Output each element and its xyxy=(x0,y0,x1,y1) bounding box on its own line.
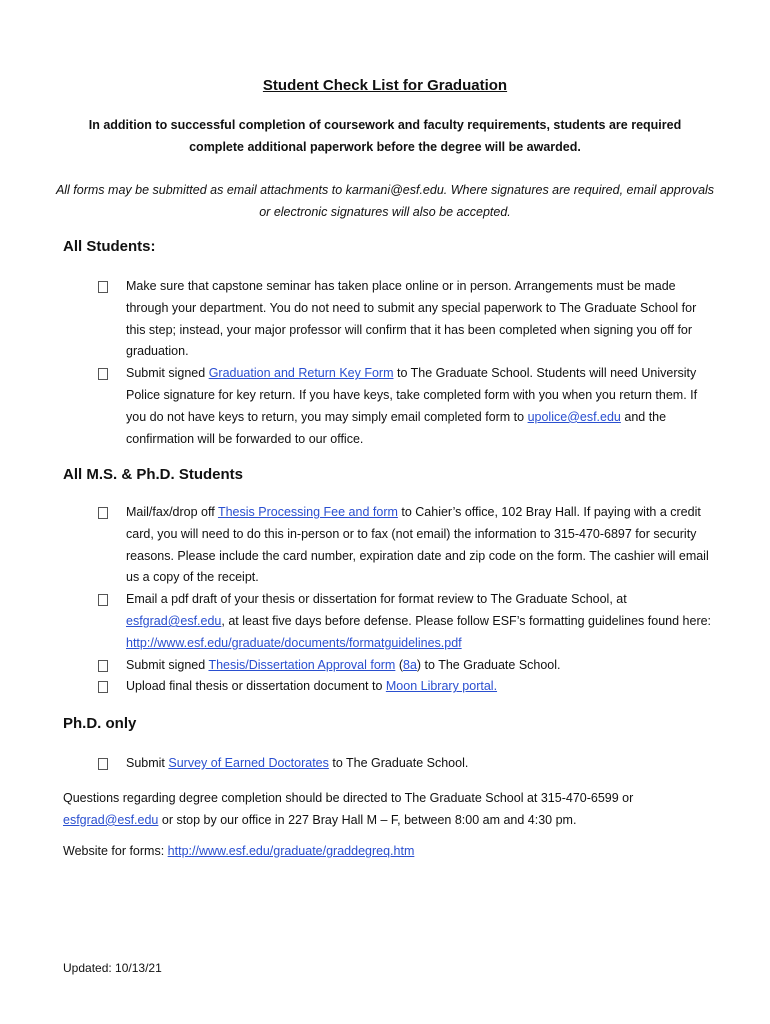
item-text xyxy=(126,589,715,654)
submission-note: All forms may be submitted as email attachments to karmani@esf.edu. Where signatures are required, email approvals or electronic signatures will also be accepted. xyxy=(55,183,715,219)
text-fragment: ( xyxy=(395,657,403,672)
item-text xyxy=(126,753,715,775)
text-fragment: Submit signed xyxy=(126,657,209,672)
checklist-item xyxy=(95,676,715,698)
text-fragment: , at least five days before defense. Please follow ESF’s formatting guidelines found here: xyxy=(221,613,712,628)
checkbox[interactable] xyxy=(98,758,108,770)
ms-phd-checklist xyxy=(95,502,715,698)
text-fragment: Website for forms: xyxy=(63,844,168,858)
heading-ms-phd: All M.S. & Ph.D. Students xyxy=(63,466,244,483)
intro-paragraph: In addition to successful completion of coursework and faculty requirements, students are required complete additional paperwork before the degree will be awarded. xyxy=(88,118,682,154)
text-fragment: to Cahier’s office, 102 Bray Hall. If paying with a credit card, you will need to do this in-person or to fax (not email) the information to 315-470-6897 for security reasons. Please include the card number, expiration date and zip code on the form. The cashier will email us a copy of the receipt. xyxy=(126,505,709,585)
format-guidelines-link[interactable]: http://www.esf.edu/graduate/documents/formatguidelines.pdf xyxy=(126,635,462,650)
survey-earned-doctorates-link[interactable]: Survey of Earned Doctorates xyxy=(168,756,329,770)
checkbox[interactable] xyxy=(98,594,108,606)
checklist-item xyxy=(95,363,715,450)
phd-only-checklist xyxy=(95,753,715,775)
text-fragment: or stop by our office in 227 Bray Hall M – F, between 8:00 am and 4:30 pm. xyxy=(158,812,577,827)
item-text xyxy=(126,363,715,450)
checkbox[interactable] xyxy=(98,368,108,380)
checkbox[interactable] xyxy=(98,507,108,519)
approval-form-link[interactable]: Thesis/Dissertation Approval form xyxy=(208,657,396,672)
text-fragment: and the confirmation will be forwarded to our office. xyxy=(126,409,667,446)
item-text xyxy=(126,502,715,589)
item-text xyxy=(126,655,715,677)
text-fragment: Upload final thesis or dissertation document to xyxy=(126,679,386,694)
graduation-key-form-link[interactable]: Graduation and Return Key Form xyxy=(208,366,394,381)
thesis-fee-form-link[interactable]: Thesis Processing Fee and form xyxy=(217,505,398,519)
esfgrad-email-link[interactable]: esfgrad@esf.edu xyxy=(63,812,159,827)
all-students-checklist xyxy=(95,276,715,450)
updated-date: Updated: 10/13/21 xyxy=(63,961,162,975)
moon-library-portal-link[interactable]: Moon Library portal. xyxy=(385,679,498,694)
item-text xyxy=(126,676,715,698)
text-fragment: ) to The Graduate School. xyxy=(416,657,561,672)
checklist-item xyxy=(95,753,715,775)
checklist-item xyxy=(95,655,715,677)
text-fragment: Submit signed xyxy=(126,366,209,381)
heading-phd-only: Ph.D. only xyxy=(63,715,137,732)
checklist-item xyxy=(95,276,715,363)
questions-paragraph xyxy=(63,788,723,832)
form-8a-link[interactable]: 8a xyxy=(403,657,417,672)
heading-all-students: All Students: xyxy=(63,238,156,255)
checkbox[interactable] xyxy=(98,281,108,293)
graddegreq-link[interactable]: http://www.esf.edu/graduate/graddegreq.htm xyxy=(167,844,415,858)
checklist-item xyxy=(95,502,715,589)
checkbox[interactable] xyxy=(98,681,108,693)
text-fragment: Questions regarding degree completion should be directed to The Graduate School at 315-470-6599 or xyxy=(63,791,634,805)
checklist-item xyxy=(95,589,715,654)
text-fragment: Submit xyxy=(126,756,169,770)
upolice-email-link[interactable]: upolice@esf.edu xyxy=(527,409,621,424)
item-text: Make sure that capstone seminar has taken place online or in person. Arrangements must be made through your department. You do not need to submit any special paperwork to The Graduate School for this step; instead, your major professor will confirm that it has been completed when signing you off for graduation. xyxy=(126,279,697,359)
text-fragment: to The Graduate School. xyxy=(328,756,469,770)
esfgrad-email-link[interactable]: esfgrad@esf.edu xyxy=(126,613,222,628)
text-fragment: Email a pdf draft of your thesis or dissertation for format review to The Graduate School, at xyxy=(126,592,627,607)
text-fragment: to The Graduate School. Students will need University Police signature for key return. If you have keys, take completed form with you when you return them. If you do not have keys to return, you may simply email completed form to xyxy=(126,366,698,424)
page-title: Student Check List for Graduation xyxy=(262,77,508,94)
text-fragment: Mail/fax/drop off xyxy=(126,505,218,519)
checkbox[interactable] xyxy=(98,660,108,672)
website-line xyxy=(63,841,723,863)
